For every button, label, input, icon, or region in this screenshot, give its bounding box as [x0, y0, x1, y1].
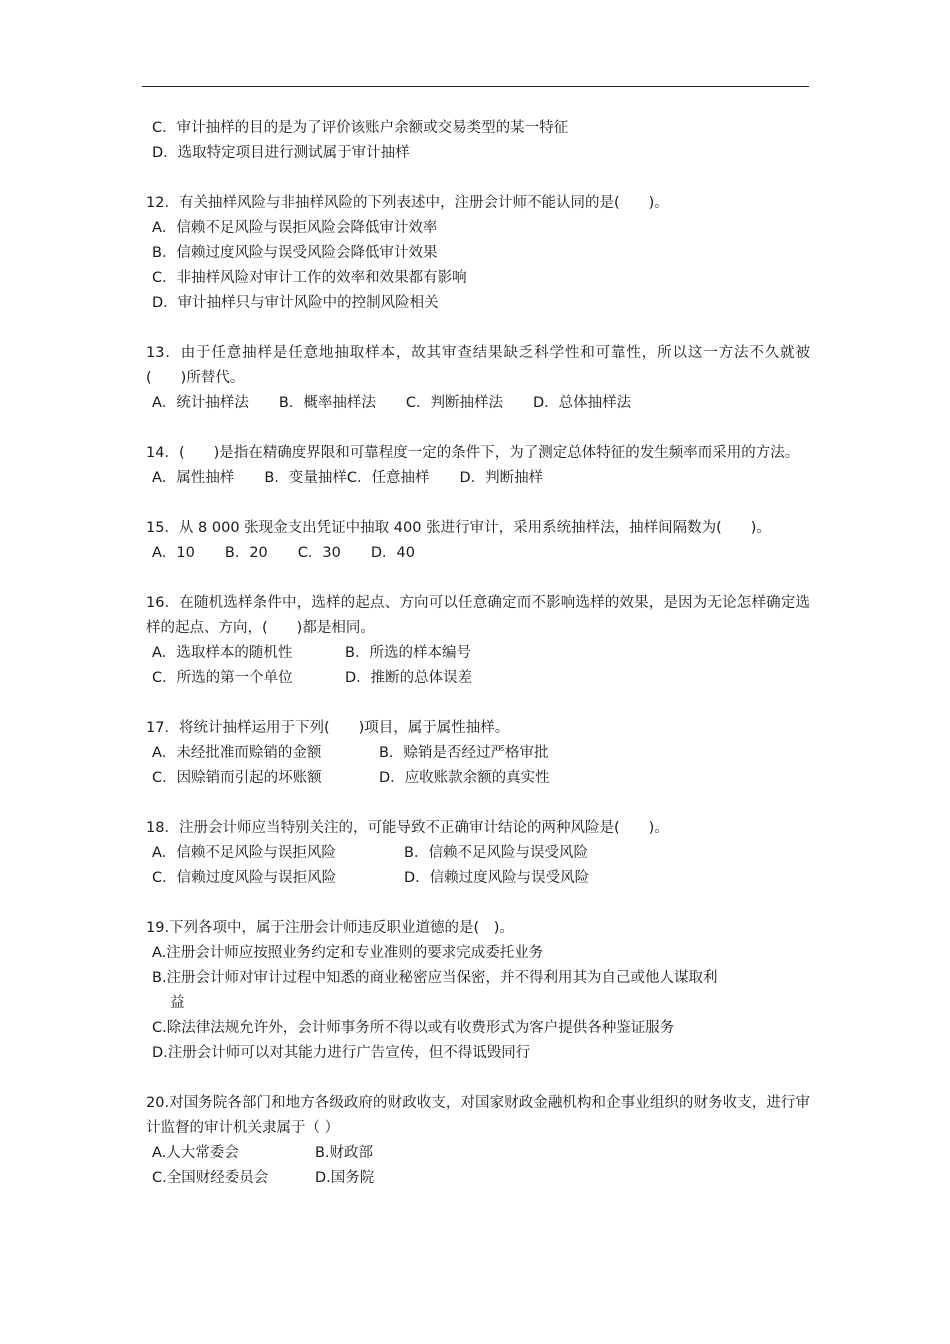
question-stem: 16．在随机选样条件中，选样的起点、方向可以任意确定而不影响选样的效果，是因为无论怎样确定选样的起点、方向，( )都是相同。: [146, 595, 810, 636]
question-options: [146, 741, 810, 791]
option-a: A.注册会计师应按照业务约定和专业准则的要求完成委托业务: [152, 945, 544, 961]
question-options: [146, 1141, 810, 1191]
question-options: [146, 941, 810, 1066]
option-d: D.国务院: [315, 1170, 375, 1186]
option-a: A．信赖不足风险与误拒风险: [152, 845, 336, 861]
question-14: [146, 441, 810, 491]
option-a: A．信赖不足风险与误拒风险会降低审计效率: [152, 220, 438, 236]
question-15: [146, 516, 810, 566]
option-c: C．信赖过度风险与误拒风险: [152, 870, 337, 886]
option-c: C．因赊销而引起的坏账额: [152, 770, 322, 786]
option-c: C．判断抽样法: [405, 395, 503, 411]
question-options: [146, 641, 810, 691]
option-b: B．概率抽样法: [278, 395, 376, 411]
question-options: [146, 841, 810, 891]
option-d: D.注册会计师可以对其能力进行广告宣传，但不得诋毁同行: [152, 1045, 531, 1061]
question-stem: 19.下列各项中，属于注册会计师违反职业道德的是( )。: [146, 920, 514, 936]
header-rule: [142, 86, 809, 87]
option-b: B．信赖过度风险与误受风险会降低审计效果: [152, 245, 438, 261]
option-b: B．信赖不足风险与误受风险: [404, 845, 588, 861]
question-19: [146, 916, 810, 1066]
question-options: [146, 391, 810, 416]
option-b: B．变量抽样: [264, 470, 347, 486]
carryover-options: [146, 116, 810, 166]
option-b: [152, 966, 810, 1016]
option-d: D．审计抽样只与审计风险中的控制风险相关: [152, 295, 439, 311]
option-d: D．总体抽样法: [533, 395, 632, 411]
option-d: D．推断的总体误差: [345, 670, 473, 686]
option-c: C.全国财经委员会: [152, 1170, 269, 1186]
option-b: B．所选的样本编号: [345, 645, 471, 661]
question-13: [146, 341, 810, 416]
question-20: [146, 1091, 810, 1191]
option-c: C．30: [297, 545, 341, 561]
question-options: [146, 541, 810, 566]
option-c: C．所选的第一个单位: [152, 670, 293, 686]
option-a: A．属性抽样: [152, 470, 235, 486]
option-a: A．未经批准而赊销的金额: [152, 745, 322, 761]
question-stem: 14．( )是指在精确度界限和可靠程度一定的条件下，为了测定总体特征的发生频率而采用的方法。: [146, 445, 800, 461]
question-stem: 12．有关抽样风险与非抽样风险的下列表述中，注册会计师不能认同的是( )。: [146, 195, 669, 211]
question-16: [146, 591, 810, 691]
option-a: A．10: [152, 545, 195, 561]
option-b-continued: 益: [170, 995, 185, 1011]
question-list: [146, 116, 810, 1191]
option-b-text: B.注册会计师对审计过程中知悉的商业秘密应当保密，并不得利用其为自己或他人谋取利: [152, 970, 718, 986]
question-17: [146, 716, 810, 791]
option-a: A.人大常委会: [152, 1145, 239, 1161]
option-d: D．应收账款余额的真实性: [379, 770, 550, 786]
option-text: D．选取特定项目进行测试属于审计抽样: [152, 145, 410, 161]
option-b: B．20: [224, 545, 268, 561]
question-stem: 17．将统计抽样运用于下列( )项目，属于属性抽样。: [146, 720, 510, 736]
question-stem: 15．从 8 000 张现金支出凭证中抽取 400 张进行审计，采用系统抽样法，抽样间隔数为( )。: [146, 520, 771, 536]
question-18: [146, 816, 810, 891]
question-options: [146, 216, 810, 316]
option-c: C．任意抽样: [346, 470, 430, 486]
question-stem: 18．注册会计师应当特别关注的，可能导致不正确审计结论的两种风险是( )。: [146, 820, 669, 836]
option-a: A．统计抽样法: [152, 395, 249, 411]
option-d: D．信赖过度风险与误受风险: [404, 870, 590, 886]
option-b: B．赊销是否经过严格审批: [379, 745, 549, 761]
option-d: D．40: [370, 545, 415, 561]
option-d: D．判断抽样: [459, 470, 544, 486]
option-a: A．选取样本的随机性: [152, 645, 293, 661]
question-stem: 20.对国务院各部门和地方各级政府的财政收支，对国家财政金融机构和企事业组织的财务收支，进行审计监督的审计机关隶属于（ ）: [146, 1095, 810, 1136]
option-c: C．非抽样风险对审计工作的效率和效果都有影响: [152, 270, 467, 286]
option-text: C．审计抽样的目的是为了评价该账户余额或交易类型的某一特征: [152, 120, 569, 136]
question-12: [146, 191, 810, 316]
question-options: [146, 466, 810, 491]
option-b: B.财政部: [315, 1145, 374, 1161]
question-stem: 13．由于任意抽样是任意地抽取样本，故其审查结果缺乏科学性和可靠性，所以这一方法不久就被( )所替代。: [146, 345, 810, 386]
option-c: C.除法律法规允许外，会计师事务所不得以或有收费形式为客户提供各种鉴证服务: [152, 1020, 675, 1036]
